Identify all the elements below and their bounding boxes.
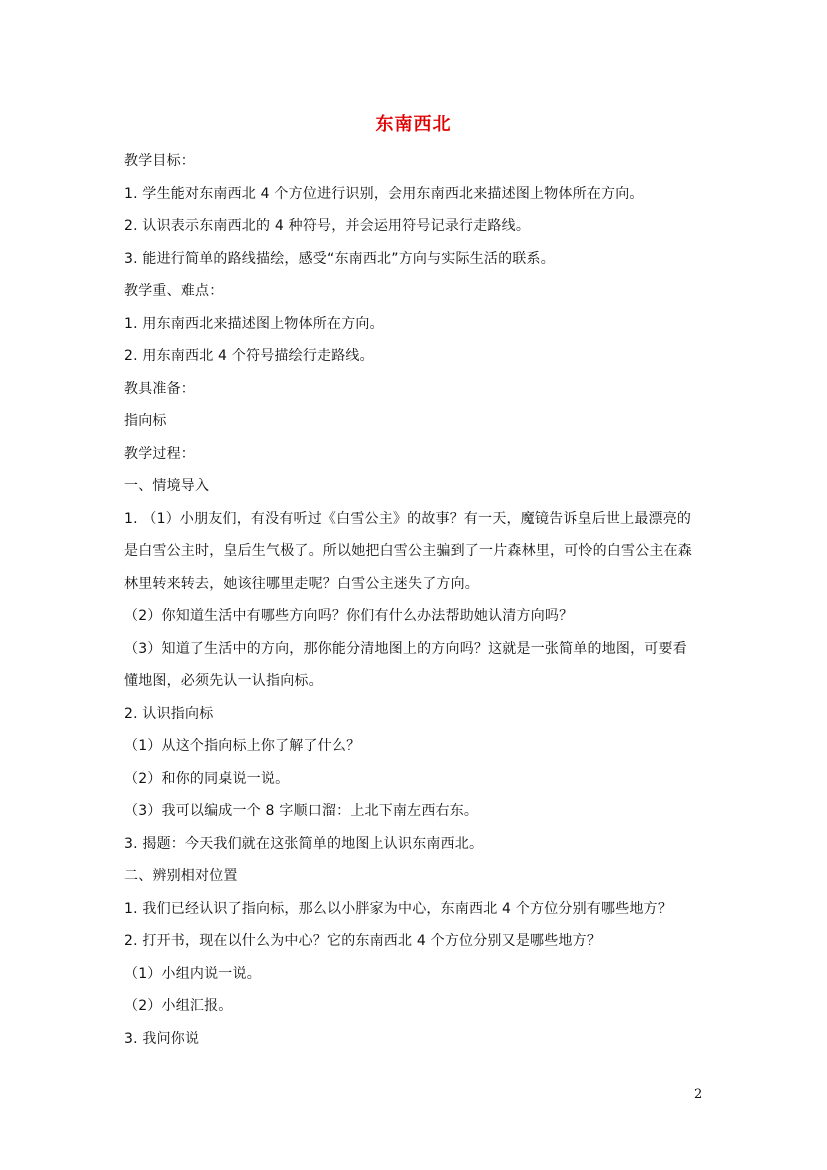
- text-line: （3）知道了生活中的方向，那你能分清地图上的方向吗？这就是一张简单的地图，可要看: [124, 641, 687, 657]
- text-line: 是白雪公主时，皇后生气极了。所以她把白雪公主骗到了一片森林里，可怜的白雪公主在森: [124, 543, 692, 559]
- text-line: 1. （1）小朋友们，有没有听过《白雪公主》的故事？有一天，魔镜告诉皇后世上最漂亮的: [124, 511, 692, 527]
- text-line: 教学目标：: [124, 153, 195, 169]
- text-line: 3. 能进行简单的路线描绘，感受“东南西北”方向与实际生活的联系。: [124, 251, 555, 267]
- text-line: 2. 用东南西北 4 个符号描绘行走路线。: [124, 348, 374, 364]
- text-line: （2）你知道生活中有哪些方向吗？你们有什么办法帮助她认清方向吗？: [124, 608, 574, 624]
- text-line: 3. 揭题：今天我们就在这张简单的地图上认识东南西北。: [124, 836, 484, 852]
- text-line: 懂地图，必须先认一认指向标。: [124, 673, 323, 689]
- text-line: 3. 我问你说: [124, 1031, 200, 1047]
- text-line: 2. 认识表示东南西北的 4 种符号，并会运用符号记录行走路线。: [124, 218, 531, 234]
- text-line: 1. 学生能对东南西北 4 个方位进行识别，会用东南西北来描述图上物体所在方向。: [124, 186, 644, 202]
- text-line: 1. 用东南西北来描述图上物体所在方向。: [124, 316, 384, 332]
- text-line: （2）和你的同桌说一说。: [124, 771, 290, 787]
- text-line: 一、情境导入: [124, 478, 210, 494]
- document-title: 东南西北: [375, 114, 452, 135]
- page-number: 2: [694, 1087, 703, 1102]
- text-line: 二、辨别相对位置: [124, 868, 238, 884]
- text-line: 林里转来转去，她该往哪里走呢？白雪公主迷失了方向。: [124, 576, 479, 592]
- text-line: （1）小组内说一说。: [124, 966, 261, 982]
- text-line: 教学过程：: [124, 446, 195, 462]
- text-line: 2. 认识指向标: [124, 706, 214, 722]
- text-line: 教学重、难点：: [124, 283, 224, 299]
- text-line: 2. 打开书，现在以什么为中心？它的东南西北 4 个方位分别又是哪些地方？: [124, 933, 602, 949]
- text-line: （2）小组汇报。: [124, 998, 233, 1014]
- text-line: （1）从这个指向标上你了解了什么？: [124, 738, 361, 754]
- text-line: 指向标: [124, 413, 167, 429]
- text-line: （3）我可以编成一个 8 字顺口溜：上北下南左西右东。: [124, 803, 479, 819]
- text-line: 1. 我们已经认识了指向标，那么以小胖家为中心，东南西北 4 个方位分别有哪些地方？: [124, 901, 673, 917]
- text-line: 教具准备：: [124, 381, 195, 397]
